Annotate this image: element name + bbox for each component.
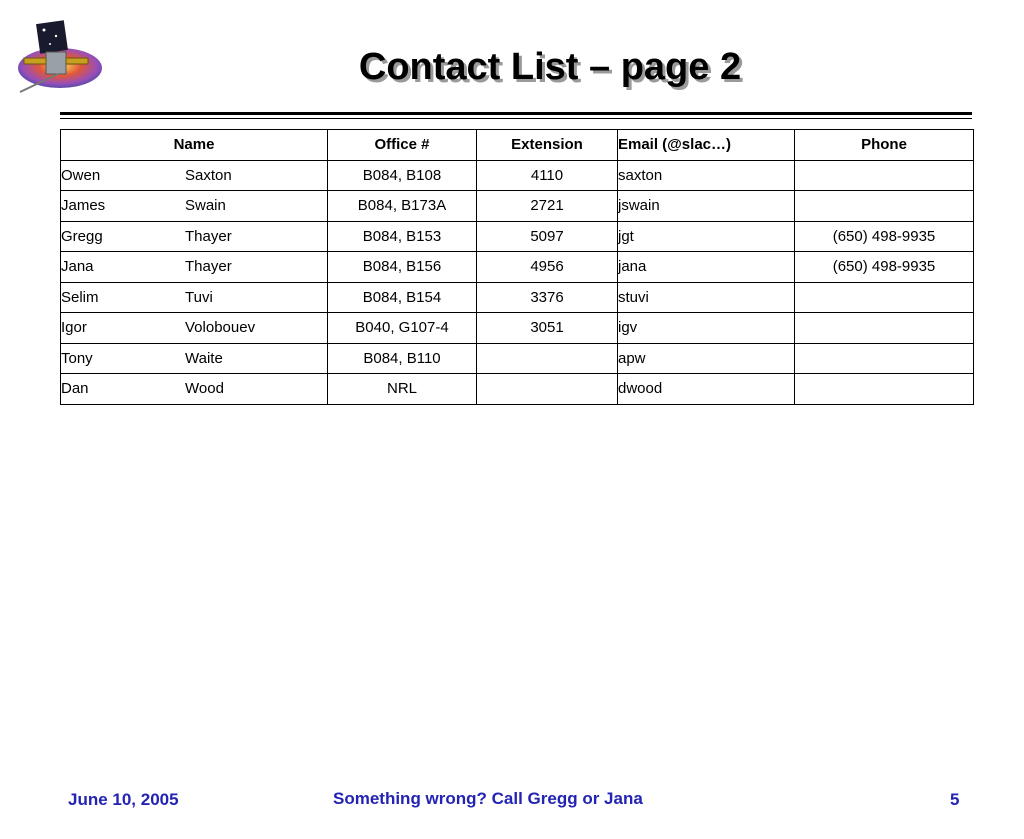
last-name: Waite	[185, 349, 223, 367]
extension-cell: 3051	[477, 313, 618, 344]
header-email: Email (@slac…)	[618, 130, 795, 161]
last-name: Swain	[185, 197, 226, 215]
table-row	[61, 221, 974, 252]
last-name: Volobouev	[185, 319, 256, 337]
footer-page-number: 5	[950, 790, 960, 809]
name-cell	[61, 343, 328, 374]
table-row	[61, 160, 974, 191]
phone-cell	[795, 374, 974, 405]
table-row	[61, 282, 974, 313]
office-cell: B040, G107-4	[328, 313, 477, 344]
last-name: Wood	[185, 380, 224, 398]
email-cell: jana	[618, 252, 795, 283]
extension-cell	[477, 343, 618, 374]
extension-cell: 5097	[477, 221, 618, 252]
email-cell: apw	[618, 343, 795, 374]
first-name: James	[61, 197, 106, 215]
office-cell: B084, B110	[328, 343, 477, 374]
name-cell	[61, 374, 328, 405]
office-cell: NRL	[328, 374, 477, 405]
extension-cell: 4956	[477, 252, 618, 283]
name-cell	[61, 221, 328, 252]
name-cell	[61, 160, 328, 191]
phone-cell	[795, 343, 974, 374]
email-cell: jgt	[618, 221, 795, 252]
first-name: Owen	[61, 166, 101, 184]
email-cell: dwood	[618, 374, 795, 405]
phone-cell: (650) 498-9935	[795, 221, 974, 252]
first-name: Dan	[61, 380, 89, 398]
footer-date: June 10, 2005	[68, 790, 179, 809]
email-cell: saxton	[618, 160, 795, 191]
last-name: Saxton	[185, 166, 232, 184]
header-office: Office #	[328, 130, 477, 161]
phone-cell	[795, 282, 974, 313]
phone-cell	[795, 160, 974, 191]
phone-cell	[795, 191, 974, 222]
name-cell	[61, 191, 328, 222]
first-name: Gregg	[61, 227, 103, 245]
phone-cell: (650) 498-9935	[795, 252, 974, 283]
extension-cell: 3376	[477, 282, 618, 313]
title-divider-thin	[60, 118, 972, 119]
office-cell: B084, B154	[328, 282, 477, 313]
first-name: Jana	[61, 258, 94, 276]
contact-table	[60, 129, 974, 405]
phone-cell	[795, 313, 974, 344]
last-name: Thayer	[185, 227, 232, 245]
first-name: Igor	[61, 319, 87, 337]
last-name: Thayer	[185, 258, 232, 276]
email-cell: stuvi	[618, 282, 795, 313]
extension-cell: 2721	[477, 191, 618, 222]
table-header-row	[61, 130, 974, 161]
name-cell	[61, 313, 328, 344]
office-cell: B084, B108	[328, 160, 477, 191]
table-row	[61, 374, 974, 405]
email-cell: igv	[618, 313, 795, 344]
name-cell	[61, 252, 328, 283]
first-name: Tony	[61, 349, 93, 367]
header-name: Name	[61, 130, 328, 161]
office-cell: B084, B153	[328, 221, 477, 252]
footer-message: Something wrong? Call Gregg or Jana	[333, 789, 643, 808]
title-divider-thick	[60, 112, 972, 115]
last-name: Tuvi	[185, 288, 213, 306]
table-row	[61, 313, 974, 344]
header-phone: Phone	[795, 130, 974, 161]
extension-cell: 4110	[477, 160, 618, 191]
extension-cell	[477, 374, 618, 405]
satellite-logo-icon	[14, 18, 106, 96]
table-row	[61, 252, 974, 283]
table-row	[61, 343, 974, 374]
first-name: Selim	[61, 288, 99, 306]
name-cell	[61, 282, 328, 313]
office-cell: B084, B173A	[328, 191, 477, 222]
header-extension: Extension	[477, 130, 618, 161]
email-cell: jswain	[618, 191, 795, 222]
office-cell: B084, B156	[328, 252, 477, 283]
table-row	[61, 191, 974, 222]
slide-title: Contact List – page 2	[358, 46, 742, 88]
